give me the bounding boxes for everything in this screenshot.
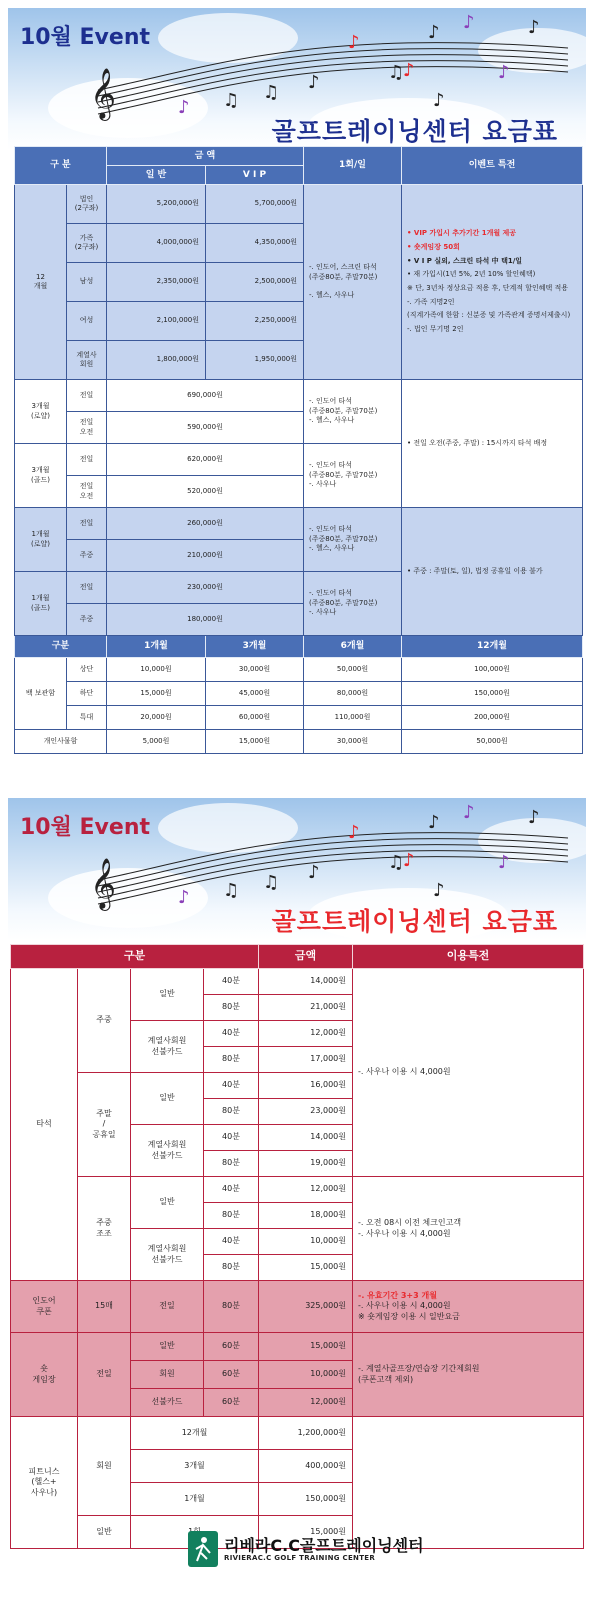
benefit-line: ※ 단, 3년차 정상요금 적용 후, 단계적 할인혜택 적용 xyxy=(407,284,569,292)
storage-header-1m: 1개월 xyxy=(107,636,206,658)
fitness-label: 피트니스 (헬스+ 사우나) xyxy=(11,1417,78,1549)
svg-text:♫: ♫ xyxy=(263,872,280,893)
price: 400,000원 xyxy=(259,1450,353,1483)
storage-header-category: 구분 xyxy=(15,636,107,658)
price: 12,000원 xyxy=(259,1389,353,1417)
banner-top xyxy=(8,8,586,150)
price-general: 1,800,000원 xyxy=(107,341,206,380)
bag-price-3m: 45,000원 xyxy=(206,682,304,706)
storage-header-6m: 6개월 xyxy=(304,636,402,658)
general-label: 일반 xyxy=(131,1073,204,1125)
svg-text:♪: ♪ xyxy=(498,62,510,83)
svg-text:♪: ♪ xyxy=(403,60,415,81)
svg-text:♪: ♪ xyxy=(348,822,360,843)
price: 520,000원 xyxy=(107,476,304,508)
svg-text:♪: ♪ xyxy=(433,880,445,901)
benefit-text: -. 사우나 이용 시 4,000원 ※ 숏게임장 이용 시 일반요금 xyxy=(358,1301,460,1321)
general-label: 일반 xyxy=(131,969,204,1021)
bag-price-1m: 20,000원 xyxy=(107,706,206,730)
member-type: 가족 (2구좌) xyxy=(67,224,107,263)
short-game-label: 숏 게임장 xyxy=(11,1333,78,1417)
event-benefit-1-month: • 주중 : 주말(토, 일), 법정 공휴일 이용 불가 xyxy=(402,508,583,636)
duration: 80분 xyxy=(204,1203,259,1229)
member-type: 여성 xyxy=(67,302,107,341)
svg-text:𝄞: 𝄞 xyxy=(90,858,117,909)
duration: 80분 xyxy=(204,1255,259,1281)
bag-position: 상단 xyxy=(67,658,107,682)
fitness-member-label: 회원 xyxy=(78,1417,131,1516)
usage-1-month-gold: -. 인도어 타석 (주중80분, 주말70분) -. 사우나 xyxy=(304,572,402,636)
short-type: 회원 xyxy=(131,1361,204,1389)
svg-text:𝄞: 𝄞 xyxy=(90,68,117,119)
price: 15,000원 xyxy=(259,1333,353,1361)
price: 10,000원 xyxy=(259,1229,353,1255)
price: 690,000원 xyxy=(107,380,304,412)
svg-text:♪: ♪ xyxy=(308,72,320,93)
price: 210,000원 xyxy=(107,540,304,572)
plan-1-month-loyal: 1개월 (로얄) xyxy=(15,508,67,572)
coupon-type: 전일 xyxy=(131,1281,204,1333)
price: 1,200,000원 xyxy=(259,1417,353,1450)
header-benefit: 이용특전 xyxy=(353,945,584,969)
duration: 80분 xyxy=(204,1281,259,1333)
member-type: 전일 오전 xyxy=(67,412,107,444)
member-type: 전일 xyxy=(67,380,107,412)
fitness-general-label: 일반 xyxy=(78,1516,131,1549)
bay-label: 타석 xyxy=(11,969,78,1281)
price: 180,000원 xyxy=(107,604,304,636)
benefit-fitness-empty xyxy=(353,1417,584,1549)
price: 12,000원 xyxy=(259,1177,353,1203)
svg-text:♪: ♪ xyxy=(403,850,415,871)
affiliate-label: 계열사회원 선불카드 xyxy=(131,1229,204,1281)
locker-price-3m: 15,000원 xyxy=(206,730,304,754)
usage-fee-table xyxy=(10,944,584,1549)
price: 16,000원 xyxy=(259,1073,353,1099)
storage-header-12m: 12개월 xyxy=(402,636,583,658)
bag-price-12m: 150,000원 xyxy=(402,682,583,706)
bag-price-12m: 200,000원 xyxy=(402,706,583,730)
header-category: 구 분 xyxy=(15,147,107,185)
event-title: 10월 Event xyxy=(20,25,150,50)
benefit-line: -. 법인 무기명 2인 xyxy=(407,324,464,333)
price-vip: 2,250,000원 xyxy=(206,302,304,341)
benefit-coupon xyxy=(353,1281,584,1333)
header-vip: V I P xyxy=(206,166,304,185)
svg-text:♫: ♫ xyxy=(223,90,240,111)
price: 620,000원 xyxy=(107,444,304,476)
benefit-highlight: -. 유효기간 3+3 개월 xyxy=(358,1290,437,1300)
benefit-bay: -. 사우나 이용 시 4,000원 xyxy=(353,969,584,1177)
bag-price-1m: 10,000원 xyxy=(107,658,206,682)
price-vip: 5,700,000원 xyxy=(206,185,304,224)
locker-price-6m: 30,000원 xyxy=(304,730,402,754)
benefit-line: • V I P 실외, 스크린 타석 中 택1/일 xyxy=(407,256,523,265)
short-type: 선불카드 xyxy=(131,1389,204,1417)
header-amount: 금 액 xyxy=(107,147,304,166)
locker-label: 개인사물함 xyxy=(15,730,107,754)
price: 260,000원 xyxy=(107,508,304,540)
bag-price-6m: 50,000원 xyxy=(304,658,402,682)
price: 23,000원 xyxy=(259,1099,353,1125)
bag-price-3m: 30,000원 xyxy=(206,658,304,682)
price: 590,000원 xyxy=(107,412,304,444)
benefit-line: • 숏게임장 50회 xyxy=(407,243,460,252)
early-label: 주중 조조 xyxy=(78,1177,131,1281)
benefit-line: (직계가족에 한함 : 신분증 및 가족관계 증명서제출시) xyxy=(407,311,571,320)
weekday-label: 주중 xyxy=(78,969,131,1073)
weekend-label: 주말 / 공휴일 xyxy=(78,1073,131,1177)
coupon-label: 인도어 쿠폰 xyxy=(11,1281,78,1333)
plan-3-month-gold: 3개월 (골드) xyxy=(15,444,67,508)
page-title: 골프트레이닝센터 요금표 xyxy=(271,117,558,146)
price: 15,000원 xyxy=(259,1255,353,1281)
duration: 80분 xyxy=(204,1099,259,1125)
benefit-short-game: -. 계열사골프장/연습장 기간제회원 (쿠폰고객 제외) xyxy=(353,1333,584,1417)
price: 230,000원 xyxy=(107,572,304,604)
header-general: 일 반 xyxy=(107,166,206,185)
benefit-line: • 재 가입시(1년 5%, 2년 10% 할인혜택) xyxy=(407,270,536,279)
benefit-line: -. 가족 지명2인 xyxy=(407,297,455,306)
banner-bottom xyxy=(8,798,586,940)
svg-text:♪: ♪ xyxy=(348,32,360,53)
member-type: 전일 xyxy=(67,572,107,604)
duration: 80분 xyxy=(204,995,259,1021)
svg-text:♪: ♪ xyxy=(433,90,445,111)
duration: 40분 xyxy=(204,1125,259,1151)
svg-text:♪: ♪ xyxy=(308,862,320,883)
bag-storage-label: 백 보관함 xyxy=(15,658,67,730)
bag-position: 하단 xyxy=(67,682,107,706)
short-game-sub: 전일 xyxy=(78,1333,131,1417)
duration: 40분 xyxy=(204,1229,259,1255)
event-benefits-12-month xyxy=(402,185,583,380)
svg-text:♪: ♪ xyxy=(528,807,540,828)
header-event: 이벤트 특전 xyxy=(402,147,583,185)
price: 325,000원 xyxy=(259,1281,353,1333)
affiliate-label: 계열사회원 선불카드 xyxy=(131,1125,204,1177)
header-category: 구분 xyxy=(11,945,259,969)
bag-price-6m: 80,000원 xyxy=(304,682,402,706)
price: 19,000원 xyxy=(259,1151,353,1177)
svg-text:♪: ♪ xyxy=(428,812,440,833)
svg-text:♪: ♪ xyxy=(178,887,190,908)
header-per-day: 1회/일 xyxy=(304,147,402,185)
bag-price-12m: 100,000원 xyxy=(402,658,583,682)
price-vip: 2,500,000원 xyxy=(206,263,304,302)
svg-text:♫: ♫ xyxy=(223,880,240,901)
brand-logo xyxy=(188,1531,424,1571)
fitness-period: 12개월 xyxy=(131,1417,259,1450)
price: 12,000원 xyxy=(259,1021,353,1047)
member-type: 전일 오전 xyxy=(67,476,107,508)
price: 21,000원 xyxy=(259,995,353,1021)
svg-text:♪: ♪ xyxy=(463,802,475,823)
benefit-early: -. 오전 08시 이전 체크인고객 -. 사우나 이용 시 4,000원 xyxy=(353,1177,584,1281)
bag-price-3m: 60,000원 xyxy=(206,706,304,730)
event-benefit-3-month: • 전일 오전(주중, 주말) : 15시까지 타석 배정 xyxy=(402,380,583,508)
svg-text:♪: ♪ xyxy=(428,22,440,43)
price: 14,000원 xyxy=(259,1125,353,1151)
plan-12-month: 12 개월 xyxy=(15,185,67,380)
plan-3-month-loyal: 3개월 (로얄) xyxy=(15,380,67,444)
price-vip: 1,950,000원 xyxy=(206,341,304,380)
event-title: 10월 Event xyxy=(20,815,150,840)
duration: 60분 xyxy=(204,1361,259,1389)
benefit-line: • VIP 가입시 추가기간 1개월 제공 xyxy=(407,229,517,238)
plan-1-month-gold: 1개월 (골드) xyxy=(15,572,67,636)
usage-3-month-gold: -. 인도어 타석 (주중80분, 주말70분) -. 사우나 xyxy=(304,444,402,508)
duration: 80분 xyxy=(204,1047,259,1073)
svg-text:♫: ♫ xyxy=(263,82,280,103)
duration: 40분 xyxy=(204,1073,259,1099)
member-type: 주중 xyxy=(67,540,107,572)
bag-position: 특대 xyxy=(67,706,107,730)
header-amount: 금액 xyxy=(259,945,353,969)
storage-header-3m: 3개월 xyxy=(206,636,304,658)
member-type: 법인 (2구좌) xyxy=(67,185,107,224)
golfer-logo-icon xyxy=(188,1531,218,1567)
logo-subtitle: RIVIERAC.C GOLF TRAINING CENTER xyxy=(224,1554,376,1562)
member-type: 계열사 회원 xyxy=(67,341,107,380)
fitness-period: 1개월 xyxy=(131,1483,259,1516)
usage-3-month-loyal: -. 인도어 타석 (주중80분, 주말70분) -. 헬스, 사우나 xyxy=(304,380,402,444)
price: 14,000원 xyxy=(259,969,353,995)
price-general: 2,100,000원 xyxy=(107,302,206,341)
locker-price-1m: 5,000원 xyxy=(107,730,206,754)
price: 15,000원 xyxy=(259,1516,353,1549)
svg-text:♪: ♪ xyxy=(463,12,475,33)
bag-price-6m: 110,000원 xyxy=(304,706,402,730)
usage-1-month-loyal: -. 인도어 타석 (주중80분, 주말70분) -. 헬스, 사우나 xyxy=(304,508,402,572)
svg-text:♫: ♫ xyxy=(388,852,405,873)
locker-price-12m: 50,000원 xyxy=(402,730,583,754)
duration: 80분 xyxy=(204,1151,259,1177)
member-type: 전일 xyxy=(67,444,107,476)
price: 18,000원 xyxy=(259,1203,353,1229)
price-vip: 4,350,000원 xyxy=(206,224,304,263)
duration: 60분 xyxy=(204,1389,259,1417)
general-label: 일반 xyxy=(131,1177,204,1229)
duration: 40분 xyxy=(204,969,259,995)
member-type: 전일 xyxy=(67,508,107,540)
price-general: 5,200,000원 xyxy=(107,185,206,224)
svg-text:♪: ♪ xyxy=(528,17,540,38)
svg-text:♪: ♪ xyxy=(178,97,190,118)
svg-text:♪: ♪ xyxy=(498,852,510,873)
logo-name: 리베라C.C골프트레이닝센터 xyxy=(224,1536,424,1555)
duration: 40분 xyxy=(204,1177,259,1203)
short-type: 일반 xyxy=(131,1333,204,1361)
price-general: 4,000,000원 xyxy=(107,224,206,263)
price: 17,000원 xyxy=(259,1047,353,1073)
duration: 60분 xyxy=(204,1333,259,1361)
usage-12-month: -. 인도어, 스크린 타석 (주중80분, 주말70분) -. 헬스, 사우나 xyxy=(304,185,402,380)
member-type: 남성 xyxy=(67,263,107,302)
price-general: 2,350,000원 xyxy=(107,263,206,302)
member-type: 주중 xyxy=(67,604,107,636)
bag-price-1m: 15,000원 xyxy=(107,682,206,706)
duration: 40분 xyxy=(204,1021,259,1047)
coupon-count: 15매 xyxy=(78,1281,131,1333)
price: 10,000원 xyxy=(259,1361,353,1389)
fitness-period: 3개월 xyxy=(131,1450,259,1483)
page-title: 골프트레이닝센터 요금표 xyxy=(271,907,558,936)
membership-price-table xyxy=(14,146,583,754)
price: 150,000원 xyxy=(259,1483,353,1516)
affiliate-label: 계열사회원 선불카드 xyxy=(131,1021,204,1073)
svg-text:♫: ♫ xyxy=(388,62,405,83)
